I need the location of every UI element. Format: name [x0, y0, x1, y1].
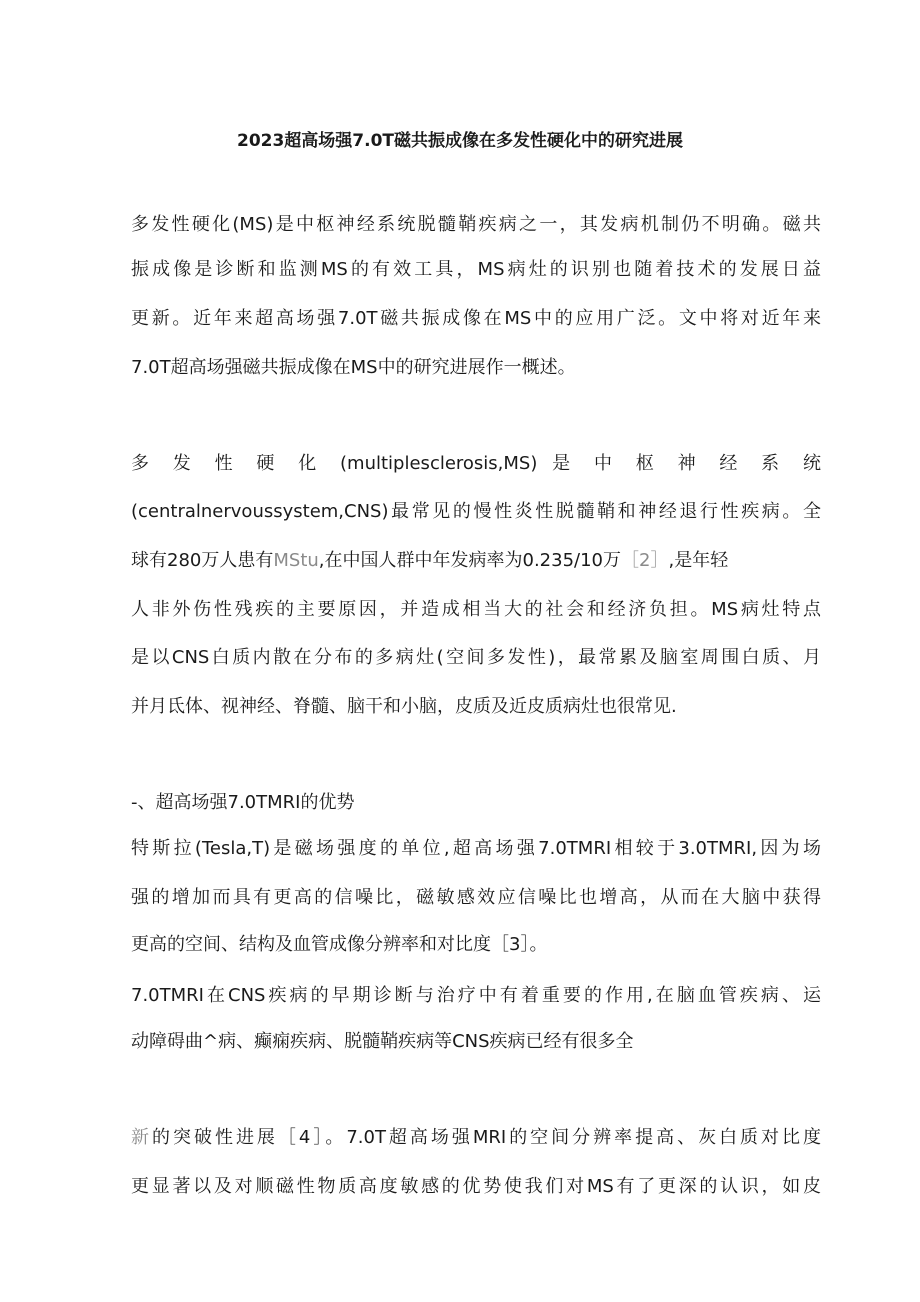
section-1-p1-line-2: 强的增加而具有更高的信噪比，磁敏感效应信噪比也增高，从而在大脑中获得 [131, 887, 821, 908]
intro-line-6: 并月氐体、视神经、脊髓、脑干和小脑，皮质及近皮质病灶也很常见. [131, 696, 677, 717]
abstract-line-3: 更新。近年来超高场强7.0T磁共振成像在MS中的应用广泛。文中将对近年来 [131, 308, 821, 329]
intro-line-3-part-a: 球有280万人患有 [131, 550, 274, 571]
section-1-p3-line-2: 更显著以及对顺磁性物质高度敏感的优势使我们对MS有了更深的认识，如皮 [131, 1176, 821, 1197]
abstract-line-2: 振成像是诊断和监测MS的有效工具，MS病灶的识别也随着技术的发展日益 [131, 259, 821, 280]
intro-line-3 [131, 546, 821, 576]
section-1-p2-line-1: 7.0TMRI在CNS疾病的早期诊断与治疗中有着重要的作用,在脑血管疾病、运 [131, 985, 821, 1006]
intro-line-3-part-b: MStu [273, 550, 319, 571]
document-title: 2023超高场强7.0T磁共振成像在多发性硬化中的研究进展 [236, 131, 684, 151]
intro-line-4: 人非外伤性残疾的主要原因，并造成相当大的社会和经济负担。MS病灶特点 [131, 599, 821, 620]
section-1-p2-line-2: 动障碍曲^病、癫痫疾病、脱髓鞘疾病等CNS疾病已经有很多全 [131, 1031, 634, 1052]
section-1-p1-line-1: 特斯拉(Tesla,T)是磁场强度的单位,超高场强7.0TMRI相较于3.0TMRI,因为场 [131, 838, 821, 859]
abstract-line-1: 多发性硬化(MS)是中枢神经系统脱髓鞘疾病之一，其发病机制仍不明确。磁共 [131, 214, 821, 235]
abstract-line-4: 7.0T超高场强磁共振成像在MS中的研究进展作一概述。 [131, 357, 576, 378]
intro-line-3-part-e: ,是年轻 [668, 550, 729, 571]
intro-line-2: (centralnervoussystem,CNS)最常见的慢性炎性脱髓鞘和神经退行性疾病。全 [131, 501, 821, 522]
section-1-p1-line-3: 更高的空间、结构及血管成像分辨率和对比度［3］。 [131, 934, 548, 955]
citation-2: ［2］ [621, 550, 669, 571]
intro-line-3-part-c: ,在中国人群中年发病率为0.235/10万 [318, 550, 622, 571]
section-1-p3-line-1-part-a: 新 [131, 1127, 152, 1148]
intro-line-5: 是以CNS白质内散在分布的多病灶(空间多发性)，最常累及脑室周围白质、月 [131, 647, 821, 668]
section-1-p3-line-1-part-b: 的突破性进展［4］。7.0T超高场强MRI的空间分辨率提高、灰白质对比度 [152, 1127, 822, 1148]
intro-line-1: 多 发 性 硬 化 (multiplesclerosis,MS) 是 中 枢 神 经 系 统 [131, 453, 821, 474]
section-1-p3-line-1 [131, 1123, 821, 1153]
section-1-heading: -、超高场强7.0TMRI的优势 [131, 792, 355, 813]
